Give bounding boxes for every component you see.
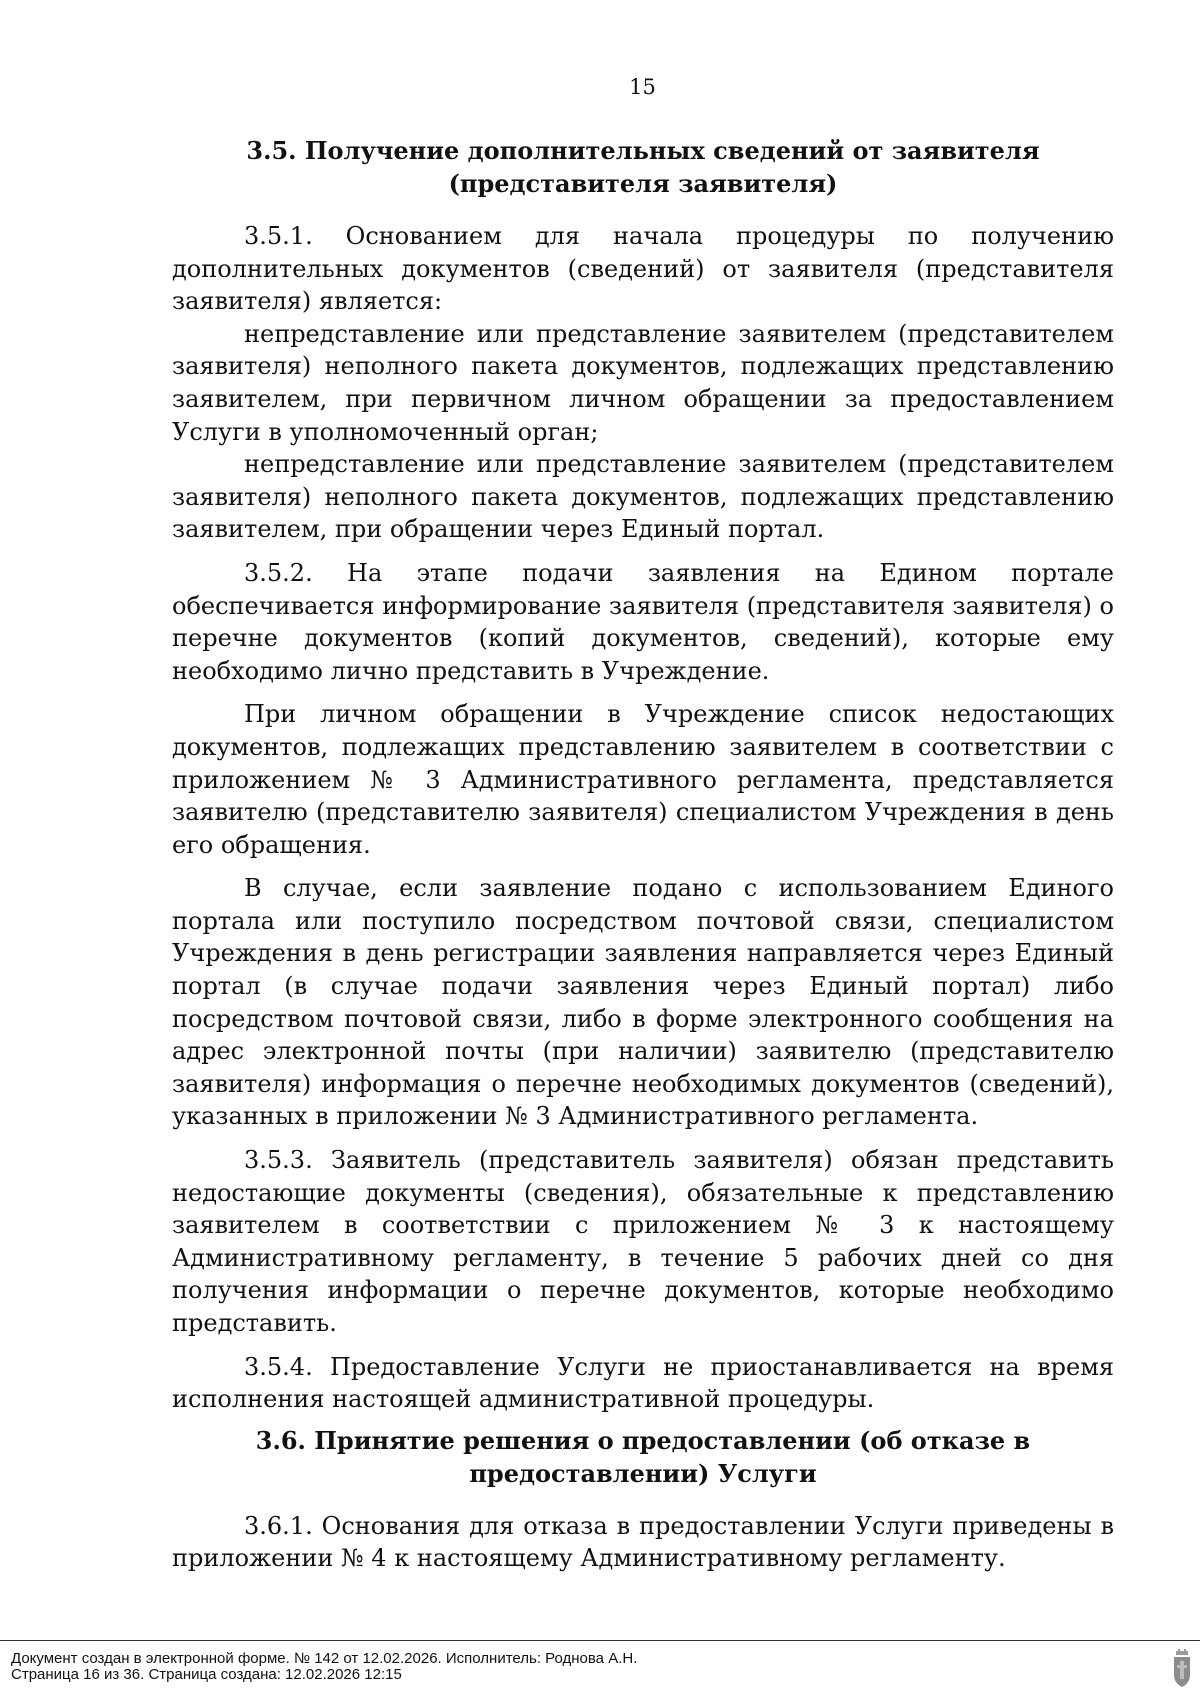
paragraph-portal-or-mail: В случае, если заявление подано с использованием Единого портала или поступило посредством почтовой связи, специалистом Учреждения в день регистрации заявления направляется через Единый портал (в случае подачи заявления через Единый портал) либо посредством почтовой связи, либо в форме электронного сообщения на адрес электронной почты (при наличии) заявителю (представителю заявителя) информация о перечне необходимых документов (сведений), указанных в приложении № 3 Административного регламента. bbox=[172, 874, 1114, 1131]
section-heading-3-5: 3.5. Получение дополнительных сведений от заявителя (представителя заявителя) bbox=[246, 136, 1040, 198]
paragraph-3-5-3: 3.5.3. Заявитель (представитель заявителя) обязан представить недостающие документы (сведения), обязательные к представлению заявителем в соответствии с приложением № 3 к настоящему Административному регламенту, в течение 5 рабочих дней со дня получения информации о перечне документов, которые необходимо представить. bbox=[172, 1146, 1114, 1337]
paragraph-3-5-1: 3.5.1. Основанием для начала процедуры по получению дополнительных документов (сведений) от заявителя (представителя заявителя) является: bbox=[172, 222, 1114, 316]
paragraph-3-5-4: 3.5.4. Предоставление Услуги не приостанавливается на время исполнения настоящей административной процедуры. bbox=[172, 1352, 1114, 1414]
footer-text bbox=[11, 1651, 637, 1683]
paragraph-3-5-2: 3.5.2. На этапе подачи заявления на Едином портале обеспечивается информирование заявителя (представителя заявителя) о перечне документов (копий документов, сведений), которые ему необходимо лично представить в Учреждение. bbox=[172, 558, 1114, 685]
section-heading-3-6: 3.6. Принятие решения о предоставлении (об отказе в предоставлении) Услуги bbox=[255, 1425, 1031, 1488]
footer-line-1: Документ создан в электронной форме. № 142 от 12.02.2026. Исполнитель: Роднова А.Н. bbox=[11, 1650, 638, 1667]
paragraph-list-item-2: непредставление или представление заявителем (представителем заявителя) неполного пакета документов, подлежащих представлению заявителем, при обращении через Единый портал. bbox=[172, 450, 1114, 544]
footer-line-2: Страница 16 из 36. Страница создана: 12.02.2026 12:15 bbox=[11, 1666, 402, 1683]
paragraph-3-6-1: 3.6.1. Основания для отказа в предоставлении Услуги приведены в приложении № 4 к настоящему Административному регламенту. bbox=[172, 1511, 1114, 1573]
document-body bbox=[172, 134, 1114, 1575]
paragraph-list-item-1: непредставление или представление заявителем (представителем заявителя) неполного пакета документов, подлежащих представлению заявителем, при первичном личном обращении за предоставлением Услуги в уполномоченный орган; bbox=[172, 319, 1114, 446]
paragraph-personal-visit: При личном обращении в Учреждение список недостающих документов, подлежащих представлению заявителем в соответствии с приложением № 3 Административного регламента, представляется заявителю (представителю заявителя) специалистом Учреждения в день его обращения. bbox=[172, 700, 1114, 859]
page-number: 15 bbox=[629, 75, 656, 99]
document-footer bbox=[0, 1640, 1200, 1699]
coat-of-arms-icon bbox=[1172, 1649, 1192, 1689]
